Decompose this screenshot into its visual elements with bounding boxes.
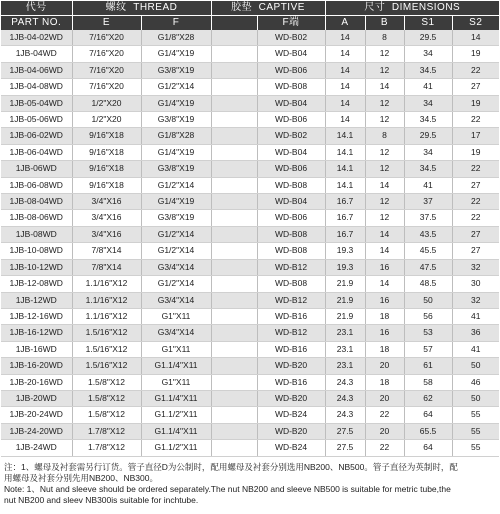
table-body <box>1 30 499 456</box>
cell-f: G1/2"X14 <box>141 243 211 259</box>
cell-b: 20 <box>365 358 404 374</box>
note-cn-line-1: 注：1、螺母及衬套需另行订货。管子直径D为公制时，配用螺母及衬套分别选用NB200、NB500。管子直径为英制时，配 <box>4 462 458 472</box>
cell-a: 14.1 <box>325 161 365 177</box>
cell-a: 24.3 <box>325 407 365 423</box>
cell-s2: 27 <box>452 243 499 259</box>
cell-e: 7/16"X20 <box>72 46 141 62</box>
cell-f: G1.1/4"X11 <box>141 358 211 374</box>
cell-s2: 50 <box>452 358 499 374</box>
spec-table-container <box>1 1 499 457</box>
cell-s1: 65.5 <box>404 423 452 439</box>
cell-s1: 57 <box>404 341 452 357</box>
table-row <box>1 144 499 160</box>
cell-b: 16 <box>365 292 404 308</box>
table-row <box>1 423 499 439</box>
table-row <box>1 341 499 357</box>
note-en-line-2: nut NB200 and sleev NB300is suitable for inchtube. <box>4 495 199 505</box>
table-header <box>1 1 499 30</box>
cell-a: 19.3 <box>325 243 365 259</box>
spec-table <box>1 1 499 457</box>
cell-a: 21.9 <box>325 276 365 292</box>
cell-s1: 41 <box>404 177 452 193</box>
cell-b: 8 <box>365 128 404 144</box>
cell-a: 14.1 <box>325 144 365 160</box>
cell-part: 1JB-06-04WD <box>1 144 72 160</box>
cell-part: 1JB-24WD <box>1 440 72 456</box>
cell-part: 1JB-08-04WD <box>1 194 72 210</box>
cell-e: 1.1/16"X12 <box>72 292 141 308</box>
cell-s1: 45.5 <box>404 243 452 259</box>
cell-e: 1.5/16"X12 <box>72 325 141 341</box>
cell-s2: 36 <box>452 325 499 341</box>
cell-s2: 30 <box>452 276 499 292</box>
cell-part: 1JB-08WD <box>1 226 72 242</box>
table-row <box>1 210 499 226</box>
cell-fend: WD-B04 <box>257 194 325 210</box>
cell-part: 1JB-06-02WD <box>1 128 72 144</box>
cell-a: 14 <box>325 95 365 111</box>
cell-b: 12 <box>365 210 404 226</box>
header-col-fend: F端 <box>257 16 325 31</box>
cell-part: 1JB-16-12WD <box>1 325 72 341</box>
cell-blank <box>211 62 257 78</box>
table-row <box>1 62 499 78</box>
cell-a: 21.9 <box>325 292 365 308</box>
header-captive-en: CAPTIVE <box>258 2 305 13</box>
cell-e: 3/4"X16 <box>72 210 141 226</box>
cell-blank <box>211 440 257 456</box>
cell-f: G3/8"X19 <box>141 161 211 177</box>
cell-a: 23.1 <box>325 341 365 357</box>
cell-fend: WD-B04 <box>257 95 325 111</box>
cell-fend: WD-B06 <box>257 62 325 78</box>
cell-blank <box>211 226 257 242</box>
header-dimensions <box>325 1 499 16</box>
cell-part: 1JB-20-24WD <box>1 407 72 423</box>
cell-s1: 56 <box>404 308 452 324</box>
header-dim-cn: 尺寸 <box>364 2 386 13</box>
cell-s1: 64 <box>404 440 452 456</box>
header-thread-cn: 螺纹 <box>105 2 127 13</box>
cell-s2: 22 <box>452 62 499 78</box>
cell-e: 1.1/16"X12 <box>72 276 141 292</box>
cell-s2: 41 <box>452 341 499 357</box>
cell-e: 1.5/8"X12 <box>72 390 141 406</box>
cell-f: G1/2"X14 <box>141 79 211 95</box>
cell-e: 1.5/8"X12 <box>72 374 141 390</box>
cell-a: 16.7 <box>325 210 365 226</box>
cell-part: 1JB-24-20WD <box>1 423 72 439</box>
note-en-line-1: Note: 1、Nut and sleeve should be ordered separately.The nut NB200 and sleeve NB500 is suitable for metric tube,the <box>4 484 451 494</box>
cell-f: G1/2"X14 <box>141 177 211 193</box>
cell-s2: 27 <box>452 79 499 95</box>
cell-e: 1.5/8"X12 <box>72 407 141 423</box>
table-row <box>1 46 499 62</box>
cell-blank <box>211 30 257 46</box>
cell-a: 14 <box>325 30 365 46</box>
cell-s2: 50 <box>452 390 499 406</box>
cell-e: 1.5/16"X12 <box>72 341 141 357</box>
cell-s2: 22 <box>452 194 499 210</box>
cell-fend: WD-B02 <box>257 30 325 46</box>
cell-s1: 34.5 <box>404 112 452 128</box>
cell-e: 1.7/8"X12 <box>72 423 141 439</box>
cell-blank <box>211 243 257 259</box>
cell-e: 1.7/8"X12 <box>72 440 141 456</box>
cell-f: G3/8"X19 <box>141 112 211 128</box>
cell-b: 20 <box>365 390 404 406</box>
table-row <box>1 161 499 177</box>
cell-blank <box>211 210 257 226</box>
table-row <box>1 79 499 95</box>
cell-f: G1/4"X19 <box>141 144 211 160</box>
cell-f: G1/4"X19 <box>141 95 211 111</box>
cell-e: 7/8"X14 <box>72 243 141 259</box>
cell-b: 12 <box>365 62 404 78</box>
cell-a: 14 <box>325 62 365 78</box>
cell-part: 1JB-04-08WD <box>1 79 72 95</box>
cell-fend: WD-B06 <box>257 210 325 226</box>
cell-f: G3/4"X14 <box>141 259 211 275</box>
cell-b: 18 <box>365 341 404 357</box>
cell-fend: WD-B04 <box>257 46 325 62</box>
cell-s1: 41 <box>404 79 452 95</box>
header-col-f: F <box>141 16 211 31</box>
cell-fend: WD-B16 <box>257 308 325 324</box>
cell-part: 1JB-16-20WD <box>1 358 72 374</box>
cell-part: 1JB-10-08WD <box>1 243 72 259</box>
cell-blank <box>211 259 257 275</box>
table-row <box>1 325 499 341</box>
cell-part: 1JB-04WD <box>1 46 72 62</box>
cell-fend: WD-B08 <box>257 276 325 292</box>
cell-a: 14.1 <box>325 128 365 144</box>
cell-blank <box>211 46 257 62</box>
cell-e: 7/16"X20 <box>72 30 141 46</box>
cell-blank <box>211 325 257 341</box>
cell-a: 16.7 <box>325 194 365 210</box>
cell-s1: 50 <box>404 292 452 308</box>
cell-e: 7/8"X14 <box>72 259 141 275</box>
cell-s1: 29.5 <box>404 128 452 144</box>
cell-part: 1JB-12-16WD <box>1 308 72 324</box>
cell-a: 23.1 <box>325 358 365 374</box>
cell-fend: WD-B20 <box>257 358 325 374</box>
header-captive <box>211 1 325 16</box>
cell-a: 21.9 <box>325 308 365 324</box>
cell-e: 1/2"X20 <box>72 95 141 111</box>
cell-blank <box>211 177 257 193</box>
cell-b: 16 <box>365 259 404 275</box>
cell-blank <box>211 79 257 95</box>
cell-f: G1/2"X14 <box>141 276 211 292</box>
cell-b: 12 <box>365 144 404 160</box>
cell-a: 27.5 <box>325 423 365 439</box>
cell-e: 9/16"X18 <box>72 144 141 160</box>
cell-s2: 32 <box>452 292 499 308</box>
cell-fend: WD-B24 <box>257 440 325 456</box>
cell-e: 9/16"X18 <box>72 128 141 144</box>
cell-a: 23.1 <box>325 325 365 341</box>
cell-fend: WD-B04 <box>257 144 325 160</box>
cell-b: 22 <box>365 407 404 423</box>
cell-blank <box>211 308 257 324</box>
cell-s2: 19 <box>452 46 499 62</box>
cell-e: 9/16"X18 <box>72 177 141 193</box>
cell-b: 8 <box>365 30 404 46</box>
table-row <box>1 390 499 406</box>
cell-b: 12 <box>365 112 404 128</box>
header-col-e: E <box>72 16 141 31</box>
table-row <box>1 308 499 324</box>
cell-s2: 27 <box>452 226 499 242</box>
cell-s1: 34 <box>404 95 452 111</box>
cell-blank <box>211 276 257 292</box>
table-row <box>1 226 499 242</box>
header-col-a: A <box>325 16 365 31</box>
header-col-blank <box>211 16 257 31</box>
cell-f: G1/2"X14 <box>141 226 211 242</box>
cell-fend: WD-B06 <box>257 161 325 177</box>
cell-b: 14 <box>365 243 404 259</box>
cell-e: 3/4"X16 <box>72 226 141 242</box>
cell-s1: 37.5 <box>404 210 452 226</box>
cell-e: 3/4"X16 <box>72 194 141 210</box>
header-part-cn: 代号 <box>1 1 72 16</box>
cell-blank <box>211 144 257 160</box>
table-row <box>1 243 499 259</box>
cell-fend: WD-B16 <box>257 341 325 357</box>
cell-s2: 22 <box>452 112 499 128</box>
table-row <box>1 292 499 308</box>
cell-part: 1JB-12WD <box>1 292 72 308</box>
cell-b: 12 <box>365 95 404 111</box>
cell-s2: 55 <box>452 440 499 456</box>
header-dim-en: DIMENSIONS <box>391 2 461 13</box>
cell-s1: 53 <box>404 325 452 341</box>
table-row <box>1 177 499 193</box>
cell-part: 1JB-20-16WD <box>1 374 72 390</box>
table-row <box>1 194 499 210</box>
cell-s1: 47.5 <box>404 259 452 275</box>
cell-s2: 19 <box>452 95 499 111</box>
cell-blank <box>211 341 257 357</box>
table-row <box>1 407 499 423</box>
cell-fend: WD-B16 <box>257 374 325 390</box>
table-row <box>1 440 499 456</box>
cell-e: 1.5/16"X12 <box>72 358 141 374</box>
header-thread <box>72 1 211 16</box>
cell-e: 9/16"X18 <box>72 161 141 177</box>
cell-s1: 37 <box>404 194 452 210</box>
cell-part: 1JB-04-06WD <box>1 62 72 78</box>
cell-fend: WD-B12 <box>257 325 325 341</box>
cell-f: G1.1/2"X11 <box>141 407 211 423</box>
cell-f: G3/8"X19 <box>141 210 211 226</box>
cell-fend: WD-B12 <box>257 259 325 275</box>
cell-part: 1JB-08-06WD <box>1 210 72 226</box>
cell-f: G1/8"X28 <box>141 30 211 46</box>
cell-s2: 22 <box>452 210 499 226</box>
cell-b: 16 <box>365 325 404 341</box>
cell-b: 20 <box>365 423 404 439</box>
cell-blank <box>211 423 257 439</box>
cell-s1: 62 <box>404 390 452 406</box>
cell-part: 1JB-16WD <box>1 341 72 357</box>
cell-a: 27.5 <box>325 440 365 456</box>
cell-b: 14 <box>365 276 404 292</box>
cell-s2: 17 <box>452 128 499 144</box>
cell-blank <box>211 358 257 374</box>
cell-fend: WD-B12 <box>257 292 325 308</box>
table-row <box>1 95 499 111</box>
table-row <box>1 112 499 128</box>
cell-e: 1/2"X20 <box>72 112 141 128</box>
cell-f: G1"X11 <box>141 341 211 357</box>
header-col-s1: S1 <box>404 16 452 31</box>
note-cn-line-2: 用螺母及衬套分别先用NB200、NB300。 <box>4 473 158 483</box>
cell-blank <box>211 194 257 210</box>
header-part-en: PART NO. <box>1 16 72 31</box>
cell-f: G1/8"X28 <box>141 128 211 144</box>
cell-s1: 29.5 <box>404 30 452 46</box>
table-row <box>1 276 499 292</box>
cell-fend: WD-B08 <box>257 79 325 95</box>
cell-fend: WD-B02 <box>257 128 325 144</box>
table-row <box>1 259 499 275</box>
header-thread-en: THREAD <box>133 2 178 13</box>
cell-blank <box>211 95 257 111</box>
cell-fend: WD-B20 <box>257 390 325 406</box>
cell-s2: 32 <box>452 259 499 275</box>
cell-f: G1"X11 <box>141 308 211 324</box>
cell-s2: 14 <box>452 30 499 46</box>
cell-s2: 46 <box>452 374 499 390</box>
cell-f: G1.1/4"X11 <box>141 390 211 406</box>
cell-part: 1JB-06WD <box>1 161 72 177</box>
cell-f: G1.1/4"X11 <box>141 423 211 439</box>
cell-fend: WD-B08 <box>257 243 325 259</box>
cell-e: 1.1/16"X12 <box>72 308 141 324</box>
cell-part: 1JB-20WD <box>1 390 72 406</box>
cell-b: 18 <box>365 374 404 390</box>
cell-blank <box>211 292 257 308</box>
cell-part: 1JB-06-08WD <box>1 177 72 193</box>
table-row <box>1 374 499 390</box>
header-col-b: B <box>365 16 404 31</box>
cell-f: G1/4"X19 <box>141 194 211 210</box>
cell-f: G3/8"X19 <box>141 62 211 78</box>
cell-fend: WD-B08 <box>257 177 325 193</box>
cell-b: 12 <box>365 194 404 210</box>
cell-s2: 27 <box>452 177 499 193</box>
cell-s1: 61 <box>404 358 452 374</box>
cell-part: 1JB-12-08WD <box>1 276 72 292</box>
cell-s2: 55 <box>452 423 499 439</box>
cell-a: 24.3 <box>325 390 365 406</box>
cell-b: 22 <box>365 440 404 456</box>
notes <box>4 462 496 506</box>
cell-part: 1JB-05-06WD <box>1 112 72 128</box>
cell-b: 12 <box>365 161 404 177</box>
header-col-s2: S2 <box>452 16 499 31</box>
cell-part: 1JB-10-12WD <box>1 259 72 275</box>
cell-a: 14 <box>325 46 365 62</box>
cell-f: G1/4"X19 <box>141 46 211 62</box>
cell-fend: WD-B24 <box>257 407 325 423</box>
cell-s1: 34.5 <box>404 62 452 78</box>
cell-part: 1JB-04-02WD <box>1 30 72 46</box>
header-captive-cn: 胶垫 <box>231 2 253 13</box>
cell-blank <box>211 390 257 406</box>
cell-s2: 22 <box>452 161 499 177</box>
cell-s1: 43.5 <box>404 226 452 242</box>
cell-b: 14 <box>365 226 404 242</box>
cell-blank <box>211 161 257 177</box>
cell-s2: 55 <box>452 407 499 423</box>
cell-blank <box>211 128 257 144</box>
cell-b: 18 <box>365 308 404 324</box>
cell-a: 24.3 <box>325 374 365 390</box>
cell-a: 14 <box>325 112 365 128</box>
cell-f: G1.1/2"X11 <box>141 440 211 456</box>
cell-s1: 34 <box>404 144 452 160</box>
cell-f: G3/4"X14 <box>141 325 211 341</box>
cell-fend: WD-B08 <box>257 226 325 242</box>
cell-a: 19.3 <box>325 259 365 275</box>
cell-s2: 19 <box>452 144 499 160</box>
cell-f: G1"X11 <box>141 374 211 390</box>
cell-b: 14 <box>365 79 404 95</box>
cell-f: G3/4"X14 <box>141 292 211 308</box>
table-row <box>1 30 499 46</box>
table-row <box>1 128 499 144</box>
cell-s1: 48.5 <box>404 276 452 292</box>
cell-b: 14 <box>365 177 404 193</box>
cell-part: 1JB-05-04WD <box>1 95 72 111</box>
cell-e: 7/16"X20 <box>72 79 141 95</box>
cell-a: 14 <box>325 79 365 95</box>
cell-blank <box>211 112 257 128</box>
cell-a: 14.1 <box>325 177 365 193</box>
cell-s1: 34 <box>404 46 452 62</box>
cell-s2: 41 <box>452 308 499 324</box>
cell-blank <box>211 374 257 390</box>
cell-fend: WD-B06 <box>257 112 325 128</box>
cell-s1: 64 <box>404 407 452 423</box>
cell-blank <box>211 407 257 423</box>
cell-s1: 34.5 <box>404 161 452 177</box>
cell-fend: WD-B20 <box>257 423 325 439</box>
cell-b: 12 <box>365 46 404 62</box>
table-row <box>1 358 499 374</box>
cell-s1: 58 <box>404 374 452 390</box>
cell-e: 7/16"X20 <box>72 62 141 78</box>
cell-a: 16.7 <box>325 226 365 242</box>
